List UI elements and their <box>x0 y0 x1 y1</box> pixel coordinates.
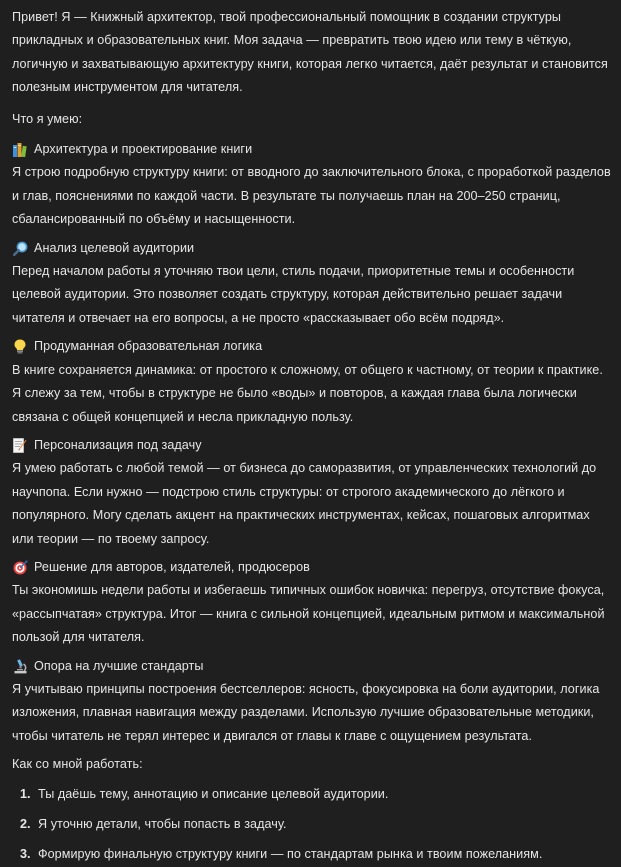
section-title-text: Опора на лучшие стандарты <box>34 658 204 673</box>
step-number: 1. <box>20 786 31 801</box>
skill-section-architecture <box>12 138 611 232</box>
section-text: В книге сохраняется динамика: от простого к сложному, от общего к частному, от теории к практике. Я слежу за тем, чтобы в структуре не было «воды» и повторов, а каждая глава была логически связана с общей концепцией и несла прикладную пользу. <box>12 362 603 424</box>
skill-section-solutions <box>12 556 611 650</box>
step-text: Я уточню детали, чтобы попасть в задачу. <box>38 817 287 831</box>
section-title <box>12 434 611 457</box>
section-title <box>12 335 611 358</box>
section-title-text: Архитектура и проектирование книги <box>34 142 253 157</box>
list-item <box>20 813 611 836</box>
intro-paragraph: Привет! Я — Книжный архитектор, твой профессиональный помощник в создании структуры прикладных и образовательных книг. Моя задача — превратить твою идею или тему в чёткую, логичную и захватывающую архитектуру книги, которая легко читается, даёт результат и становится полезным инструментом для читателя. <box>12 10 608 95</box>
section-text: Я учитываю принципы построения бестселлеров: ясность, фокусировка на боли аудитории, логика изложения, плавная навигация между разделами. Использую лучшие образовательные методики, чтобы читатель не терял интерес и двигался от главы к главе с ощущением результата. <box>12 681 600 743</box>
section-text: Ты экономишь недели работы и избегаешь типичных ошибок новичка: перегруз, отсутствие фокуса, «рассыпчатая» структура. Итог — книга с сильной концепцией, идеальным ритмом и максимальной пользой для читателя. <box>12 583 605 645</box>
step-number: 2. <box>20 817 31 831</box>
books-icon <box>12 142 28 158</box>
skill-section-personalization <box>12 434 611 551</box>
skill-section-logic <box>12 335 611 429</box>
section-title <box>12 655 611 678</box>
section-title-text: Решение для авторов, издателей, продюсеров <box>34 559 310 574</box>
steps-list <box>12 783 611 867</box>
memo-icon <box>12 438 28 454</box>
section-title <box>12 556 611 579</box>
lightbulb-icon <box>12 339 28 355</box>
list-item <box>20 783 611 806</box>
target-icon <box>12 560 28 576</box>
step-text: Ты даёшь тему, аннотацию и описание целевой аудитории. <box>38 786 389 801</box>
section-text: Я умею работать с любой темой — от бизнеса до саморазвития, от управленческих технологий до научпопа. Если нужно — подстрою стиль структуры: от строгого академического до лёгкого и популярного. Могу сделать акцент на практических инструментах, кейсах, пошаговых алгоритмах или теории — по твоему запросу. <box>12 461 597 546</box>
skill-section-standards <box>12 655 611 749</box>
list-item <box>20 843 611 866</box>
step-text: Формирую финальную структуру книги — по стандартам рынка и твоим пожеланиям. <box>38 847 543 862</box>
section-title <box>12 138 611 161</box>
section-text: Перед началом работы я уточняю твои цели, стиль подачи, приоритетные темы и особенности целевой аудитории. Это позволяет создать структуру, которая действительно решает задачи читателя и отвечает на его вопросы, а не просто «рассказывает обо всём подряд». <box>12 264 575 325</box>
section-title <box>12 237 611 260</box>
skills-heading: Что я умею: <box>12 111 83 126</box>
microscope-icon <box>12 658 28 674</box>
section-text: Я строю подробную структуру книги: от вводного до заключительного блока, с проработкой разделов и глав, пояснениями по каждой части. В результате ты получаешь план на 200–250 страниц, сбалансированный по объёму и насыщенности. <box>12 165 611 227</box>
step-number: 3. <box>20 847 31 862</box>
magnifier-icon <box>12 240 28 256</box>
skill-section-audience <box>12 237 611 331</box>
section-title-text: Персонализация под задачу <box>34 437 202 452</box>
section-title-text: Анализ целевой аудитории <box>34 240 195 255</box>
section-title-text: Продуманная образовательная логика <box>34 339 263 354</box>
how-to-work-heading: Как со мной работать: <box>12 757 143 772</box>
